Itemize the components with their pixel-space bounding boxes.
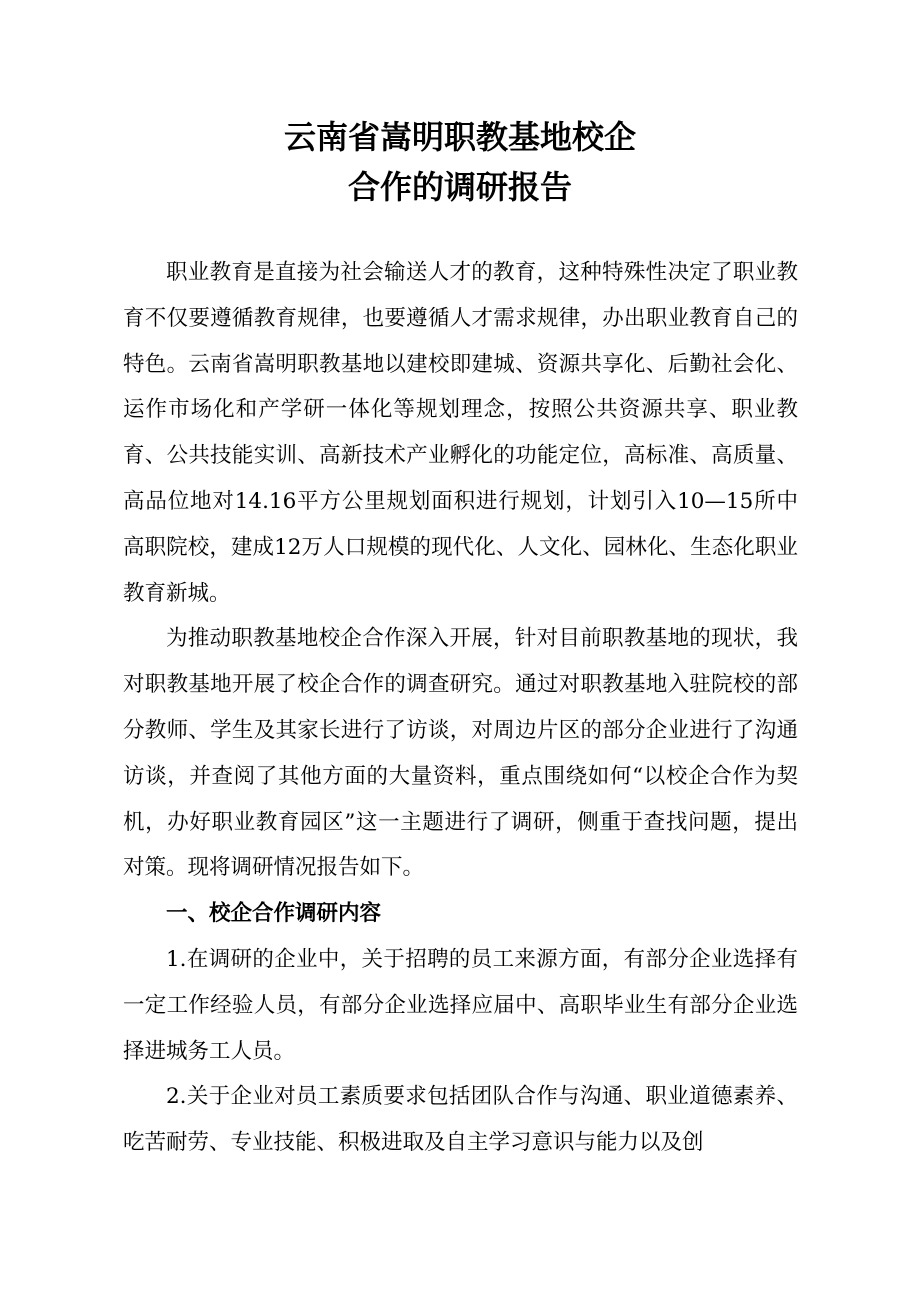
list-item-2: 2.关于企业对员工素质要求包括团队合作与沟通、职业道德素养、吃苦耐劳、专业技能、积极进取及自主学习意识与能力以及创: [123, 1084, 798, 1156]
title-line-1: 云南省嵩明职教基地校企: [283, 118, 636, 156]
title-line-2: 合作的调研报告: [347, 168, 572, 206]
intro-paragraph: 职业教育是直接为社会输送人才的教育，这种特殊性决定了职业教育不仅要遵循教育规律，也要遵循人才需求规律，办出职业教育自己的特色。云南省嵩明职教基地以建校即建城、资源共享化、后勤社会化、运作市场化和产学研一体化等规划理念，按照公共资源共享、职业教育、公共技能实训、高新技术产业孵化的功能定位，高标准、高质量、高品位地对14.16平方公里规划面积进行规划，计划引入10—15所中高职院校，建成12万人口规模的现代化、人文化、园林化、生态化职业教育新城。: [123, 260, 798, 606]
document-body: [123, 250, 798, 1166]
section-heading: 一、校企合作调研内容: [166, 901, 382, 927]
document-title: [0, 112, 920, 212]
list-item-1: 1.在调研的企业中，关于招聘的员工来源方面，有部分企业选择有一定工作经验人员，有部分企业选择应届中、高职毕业生有部分企业选择进城务工人员。: [123, 946, 798, 1064]
purpose-paragraph: 为推动职教基地校企合作深入开展，针对目前职教基地的现状，我对职教基地开展了校企合作的调查研究。通过对职教基地入驻院校的部分教师、学生及其家长进行了访谈，对周边片区的部分企业进行了沟通访谈，并查阅了其他方面的大量资料，重点围绕如何“以校企合作为契机，办好职业教育园区”这一主题进行了调研，侧重于查找问题，提出对策。现将调研情况报告如下。: [123, 626, 798, 881]
